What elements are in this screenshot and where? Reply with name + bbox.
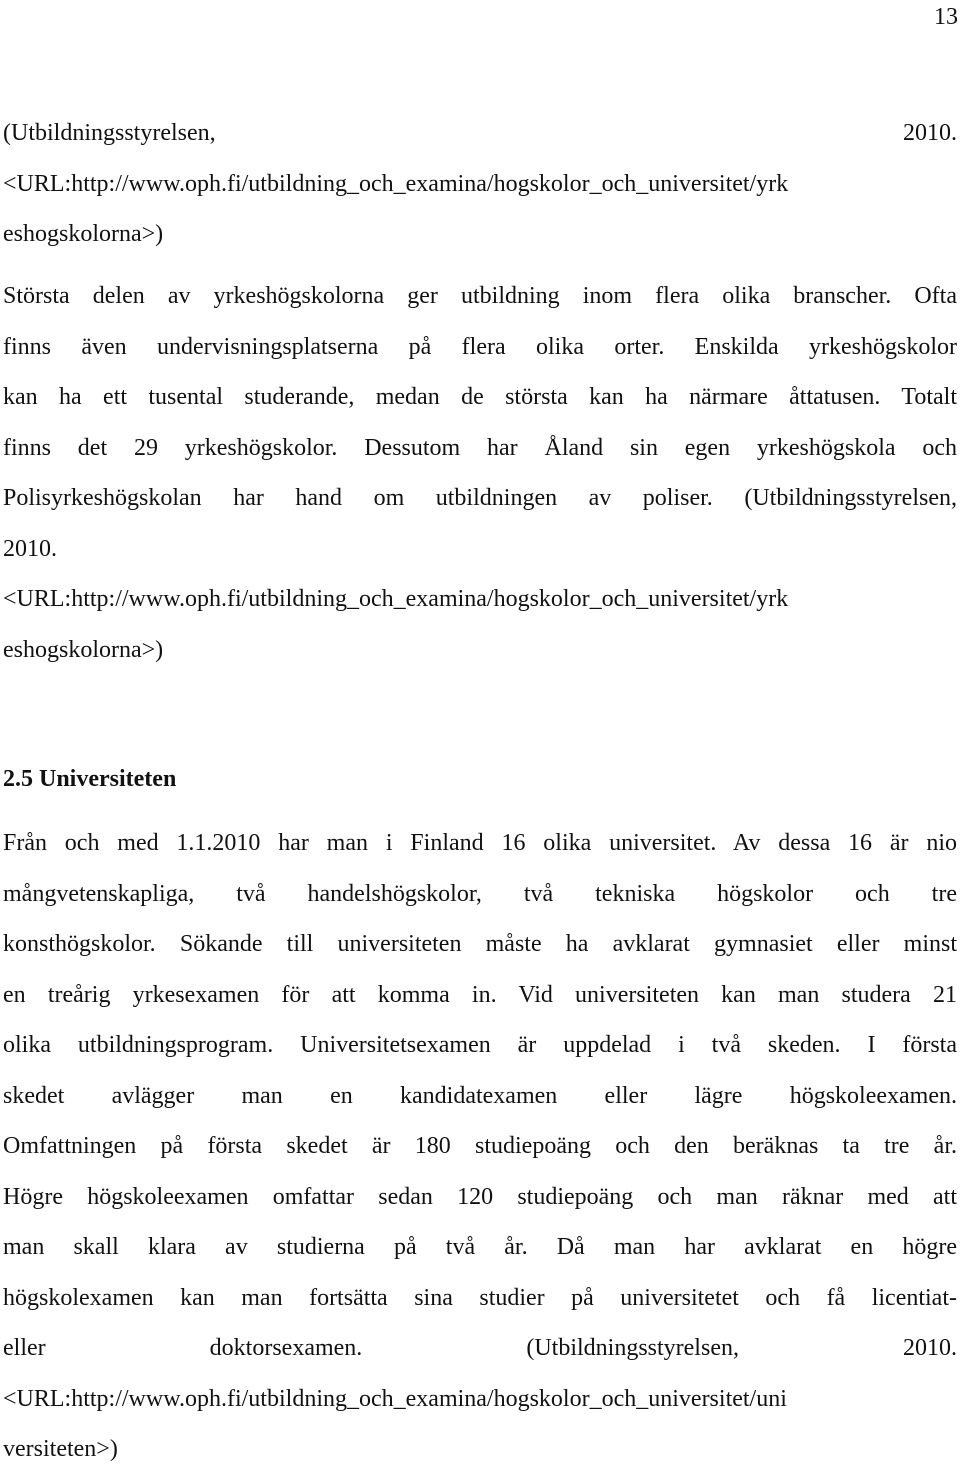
text-line: högskolexamen kan man fortsätta sina studier på universitetet och få licentiat-: [3, 1284, 957, 1311]
paragraph-yrkeshogskolor: [3, 271, 957, 675]
text-line: versiteten>): [3, 1436, 118, 1462]
text-line: finns även undervisningsplatserna på flera olika orter. Enskilda yrkeshögskolor: [3, 333, 957, 360]
text-line: kan ha ett tusental studerande, medan de största kan ha närmare åttatusen. Totalt: [3, 384, 957, 410]
reference-block: [3, 108, 957, 260]
text-line: <URL:http://www.oph.fi/utbildning_och_examina/hogskolor_och_universitet/yrk: [3, 170, 789, 197]
paragraph-universiteten: [3, 818, 957, 1475]
text-line: skedet avlägger man en kandidatexamen eller lägre högskoleexamen.: [3, 1082, 957, 1109]
text-line: Största delen av yrkeshögskolorna ger utbildning inom flera olika branscher. Ofta: [3, 283, 957, 309]
text-line: eshogskolorna>): [3, 221, 164, 247]
text-line: Omfattningen på första skedet är 180 studiepoäng och den beräknas ta tre år.: [3, 1133, 957, 1159]
text-line: eller doktorsexamen. (Utbildningsstyrelsen, 2010.: [3, 1335, 957, 1361]
text-line: 2010.: [3, 535, 57, 562]
page-number: 13: [934, 4, 958, 30]
text-line: konsthögskolor. Sökande till universiteten måste ha avklarat gymnasiet eller minst: [3, 931, 957, 957]
text-line: man skall klara av studierna på två år. Då man har avklarat en högre: [3, 1234, 957, 1260]
text-line: eshogskolorna>): [3, 636, 164, 663]
text-line: Från och med 1.1.2010 har man i Finland 16 olika universitet. Av dessa 16 är nio: [3, 830, 957, 856]
text-line: <URL:http://www.oph.fi/utbildning_och_examina/hogskolor_och_universitet/yrk: [3, 586, 789, 612]
text-line: <URL:http://www.oph.fi/utbildning_och_examina/hogskolor_och_universitet/uni: [3, 1385, 787, 1412]
text-line: Högre högskoleexamen omfattar sedan 120 studiepoäng och man räknar med att: [3, 1183, 957, 1210]
text-line: Polisyrkeshögskolan har hand om utbildningen av poliser. (Utbildningsstyrelsen,: [3, 485, 957, 511]
text-line: finns det 29 yrkeshögskolor. Dessutom har Åland sin egen yrkeshögskola och: [3, 434, 957, 461]
text-line: en treårig yrkesexamen för att komma in. Vid universiteten kan man studera 21: [3, 981, 957, 1008]
text-line: (Utbildningsstyrelsen, 2010.: [3, 120, 957, 146]
text-line: olika utbildningsprogram. Universitetsexamen är uppdelad i två skeden. I första: [3, 1032, 957, 1058]
section-heading: 2.5 Universiteten: [3, 766, 177, 792]
text-line: mångvetenskapliga, två handelshögskolor, två tekniska högskolor och tre: [3, 880, 957, 907]
